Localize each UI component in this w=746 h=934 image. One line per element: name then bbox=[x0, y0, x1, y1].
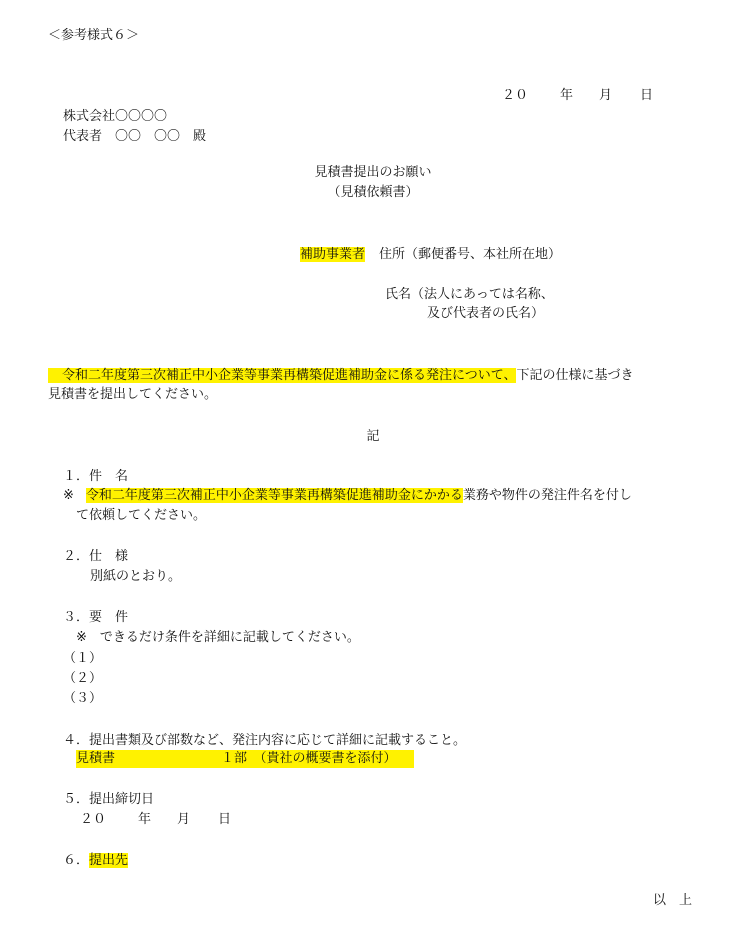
deadline-year-prefix: ２０ bbox=[80, 812, 107, 827]
recipient-company: 株式会社〇〇〇〇 bbox=[63, 109, 168, 124]
sender-name-line2: 及び代表者の氏名） bbox=[427, 306, 545, 321]
item2-heading: ２．仕 様 bbox=[63, 549, 129, 564]
item5-heading: ５．提出締切日 bbox=[63, 792, 155, 807]
item4-doc-highlight bbox=[76, 750, 414, 768]
document-subtitle: （見積依頼書） bbox=[327, 185, 419, 200]
item6-label: 提出先 bbox=[89, 853, 129, 868]
deadline-month: 月 bbox=[177, 812, 191, 827]
item6-num: ６． bbox=[63, 853, 90, 868]
sender-label: 補助事業者 bbox=[300, 247, 366, 262]
deadline-year: 年 bbox=[138, 812, 152, 827]
item4-doc-line bbox=[76, 750, 414, 768]
item1-note-line2: て依頼してください。 bbox=[76, 508, 207, 523]
item4-doc: 見積書 bbox=[76, 751, 116, 766]
deadline-day: 日 bbox=[218, 812, 232, 827]
document-title: 見積書提出のお願い bbox=[314, 165, 432, 180]
deadline-date-line bbox=[80, 811, 231, 829]
intro-line1 bbox=[48, 367, 634, 385]
recipient-representative: 代表者 〇〇 〇〇 殿 bbox=[63, 129, 207, 144]
item1-note-line1 bbox=[63, 487, 632, 505]
item4-copies: １部 （貴社の概要書を添付） bbox=[221, 751, 397, 766]
sender-name-line1: 氏名（法人にあっては名称、 bbox=[385, 287, 554, 302]
intro-rest: 下記の仕様に基づき bbox=[516, 368, 634, 383]
date-year: 年 bbox=[560, 88, 574, 103]
item2-text: 別紙のとおり。 bbox=[90, 569, 182, 584]
ki-heading: 記 bbox=[366, 429, 380, 444]
item1-heading: １．件 名 bbox=[63, 469, 129, 484]
closing: 以 上 bbox=[653, 893, 693, 908]
sender-address: 住所（郵便番号、本社所在地） bbox=[379, 247, 562, 262]
sender-block bbox=[300, 246, 561, 264]
item1-note-mark: ※ bbox=[63, 488, 74, 503]
intro-line2: 見積書を提出してください。 bbox=[48, 387, 218, 402]
intro-highlight: 令和二年度第三次補正中小企業等事業再構築促進補助金に係る発注について、 bbox=[48, 368, 516, 383]
item1-note-highlight: 令和二年度第三次補正中小企業等事業再構築促進補助金にかかる bbox=[85, 488, 463, 503]
item4-heading: ４．提出書類及び部数など、発注内容に応じて詳細に記載すること。 bbox=[63, 733, 467, 748]
date-year-prefix: ２０ bbox=[502, 88, 529, 103]
item3-note: ※ できるだけ条件を詳細に記載してください。 bbox=[76, 630, 360, 645]
date-line bbox=[502, 87, 653, 105]
item1-note-rest: 業務や物件の発注件名を付し bbox=[462, 488, 632, 503]
item3-list-2: （２） bbox=[63, 671, 103, 686]
item3-list-1: （１） bbox=[63, 651, 103, 666]
item6-heading bbox=[63, 852, 128, 870]
form-label: ＜参考様式６＞ bbox=[48, 28, 140, 43]
date-day: 日 bbox=[640, 88, 654, 103]
item3-heading: ３．要 件 bbox=[63, 610, 129, 625]
date-month: 月 bbox=[599, 88, 613, 103]
item3-list-3: （３） bbox=[63, 691, 103, 706]
